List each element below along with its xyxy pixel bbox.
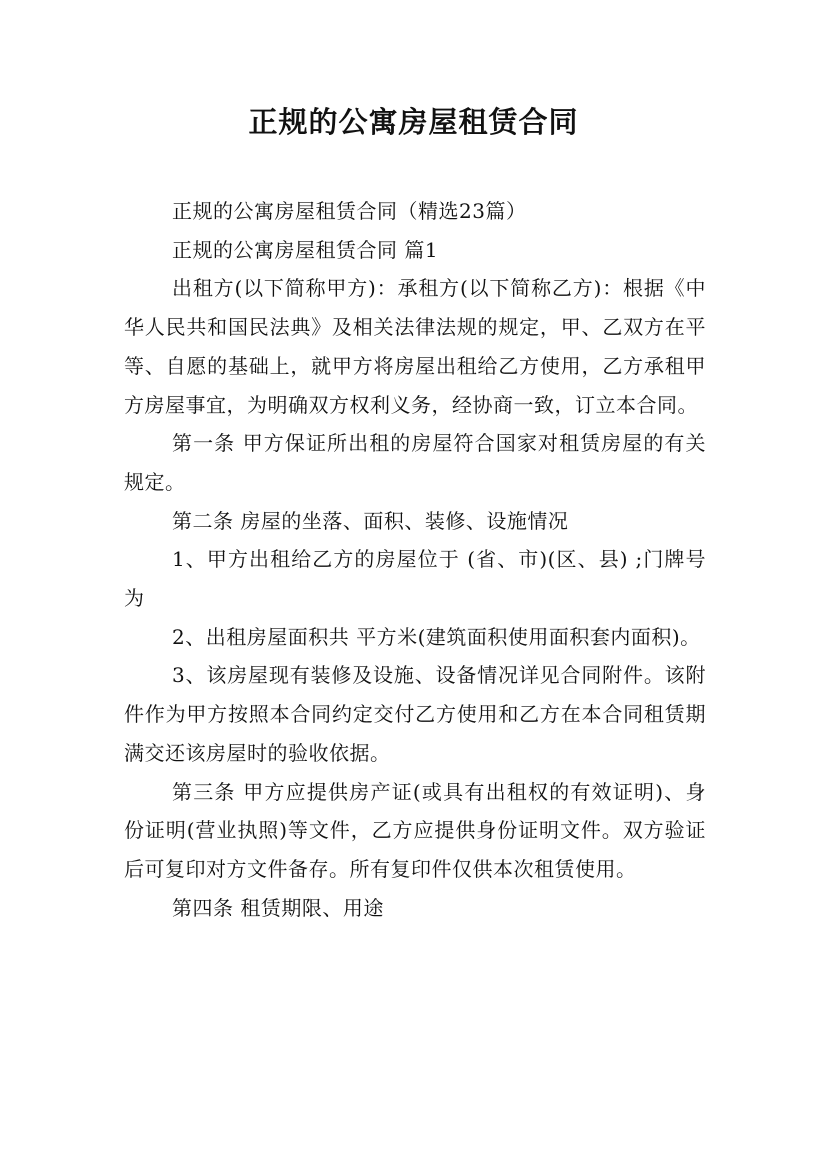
document-title: 正规的公寓房屋租赁合同 [248, 105, 579, 139]
paragraph-parties: 出租方(以下简称甲方)：承租方(以下简称乙方)：根据《中华人民共和国民法典》及相关法律法规的规定，甲、乙双方在平等、自愿的基础上，就甲方将房屋出租给乙方使用，乙方承租甲方房屋事宜，为明确双方权利义务，经协商一致，订立本合同。 [124, 276, 706, 417]
paragraph-article-3: 第三条 甲方应提供房产证(或具有出租权的有效证明)、身份证明(营业执照)等文件，乙方应提供身份证明文件。双方验证后可复印对方文件备存。所有复印件仅供本次租赁使用。 [124, 779, 706, 881]
paragraph-article-4: 第四条 租赁期限、用途 [172, 895, 384, 920]
paragraph-article-2: 第二条 房屋的坐落、面积、装修、设施情况 [172, 508, 569, 533]
paragraph-article-1: 第一条 甲方保证所出租的房屋符合国家对租赁房屋的有关规定。 [124, 431, 706, 494]
paragraph-item-2: 2、出租房屋面积共 平方米(建筑面积使用面积套内面积)。 [172, 624, 701, 649]
paragraph-item-1: 1、甲方出租给乙方的房屋位于 (省、市)(区、县) ;门牌号为 [124, 547, 706, 611]
paragraph-item-3: 3、该房屋现有装修及设施、设备情况详见合同附件。该附件作为甲方按照本合同约定交付乙方使用和乙方在本合同租赁期满交还该房屋时的验收依据。 [124, 663, 706, 765]
document-body [124, 192, 706, 927]
paragraph-chapter-heading: 正规的公寓房屋租赁合同 篇1 [172, 237, 439, 262]
paragraph-subtitle: 正规的公寓房屋租赁合同（精选23篇） [172, 199, 527, 223]
